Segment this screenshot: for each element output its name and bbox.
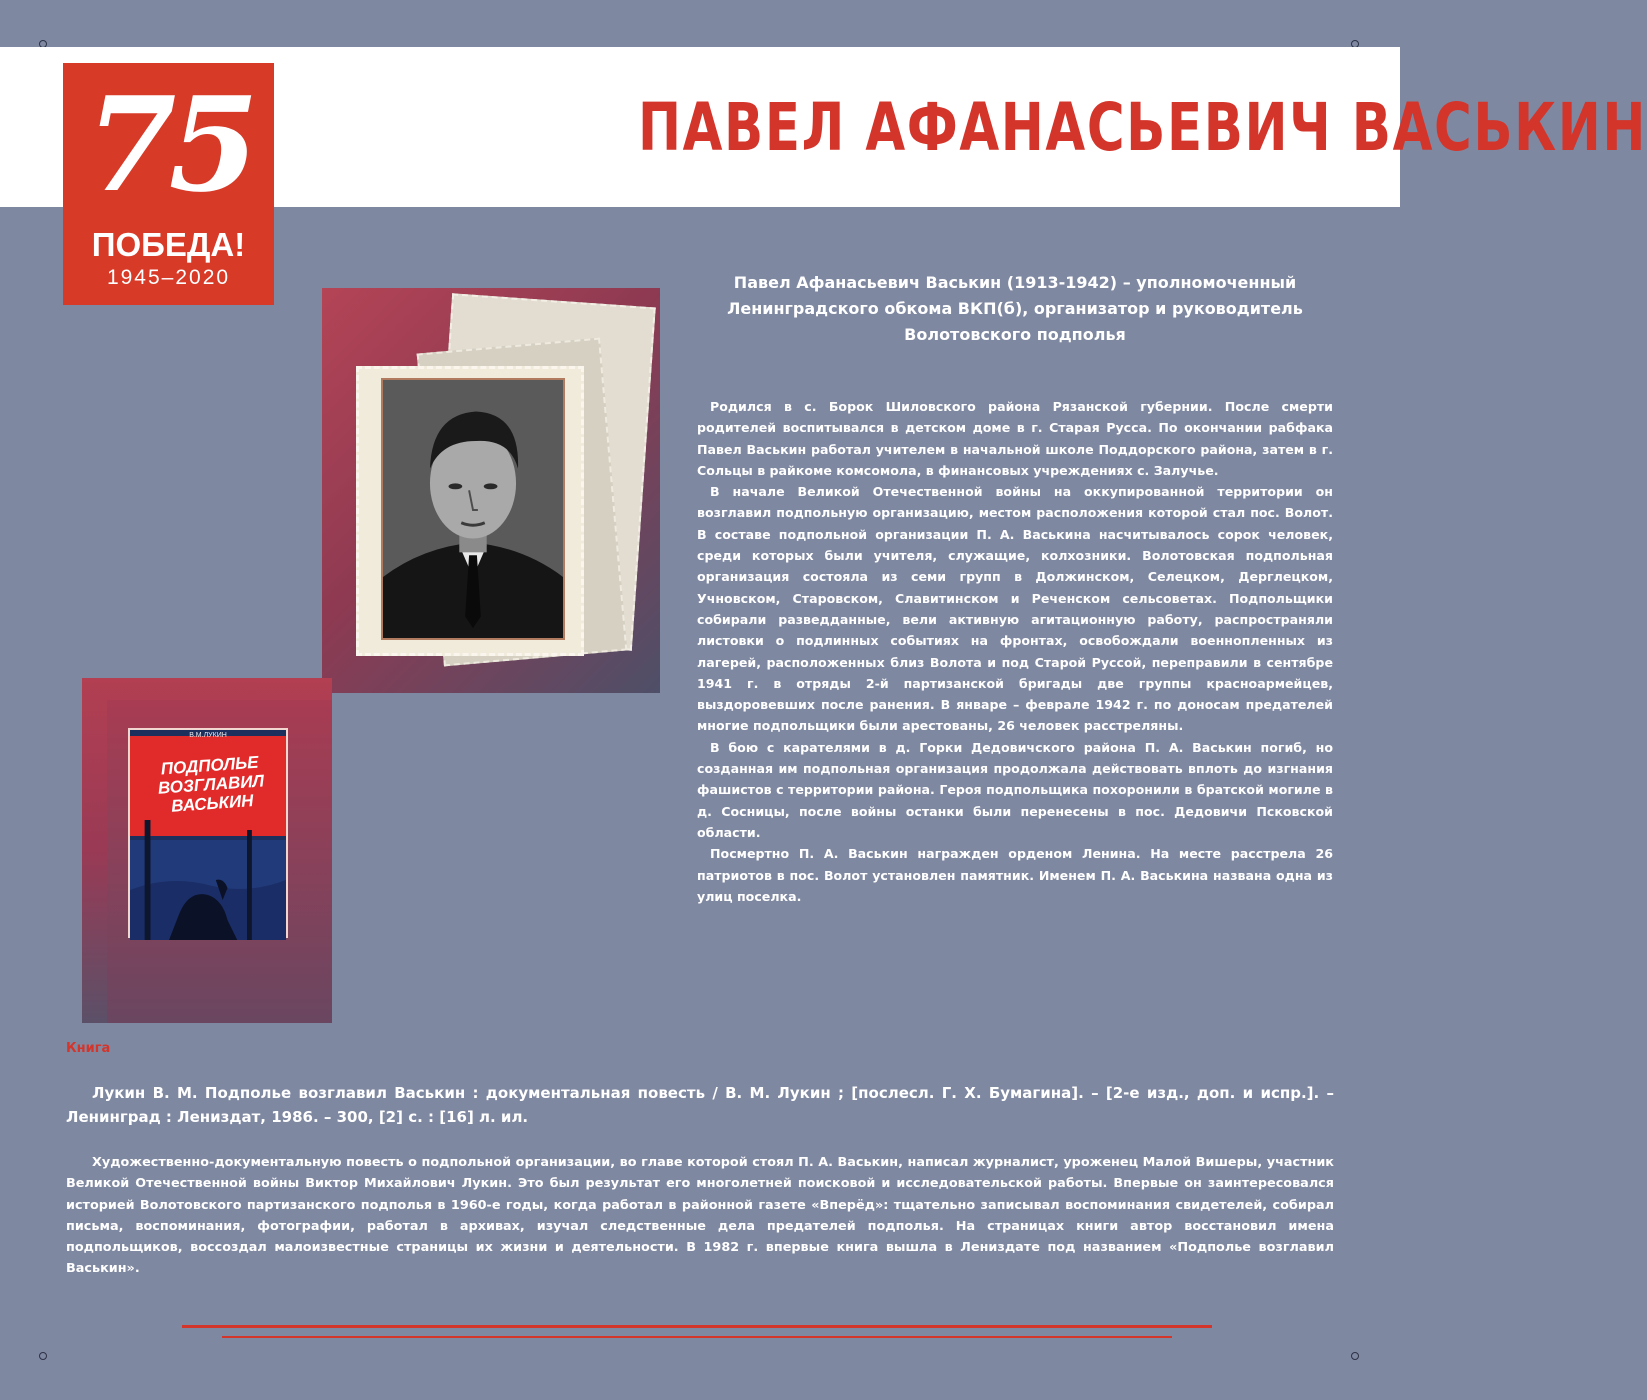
book-cover-illustration: [130, 820, 286, 940]
corner-hole: [39, 1352, 47, 1360]
logo-word: ПОБЕДА!: [91, 226, 246, 263]
book-label: Книга: [66, 1041, 111, 1056]
victory-75-logo: [63, 63, 274, 305]
biography-paragraph: В бою с карателями в д. Горки Дедовичского района П. А. Васькин погиб, но созданная им подпольная организация продолжала действовать вплоть до изгнания фашистов с территории района. Героя подпольщика похоронили в братской могиле в д. Сосницы, после войны останки были перенесены в пос. Дедовичи Псковской области.: [697, 739, 1333, 840]
book-cover-title: ПОДПОЛЬЕ ВОЗГЛАВИЛ ВАСЬКИН: [157, 752, 265, 816]
book-cover-author: В.М.ЛУКИН: [189, 732, 227, 739]
intro-subtitle: Павел Афанасьевич Васькин (1913-1942) – уполномоченный Ленинградского обкома ВКП(б), организатор и руководитель Волотовского подполья: [727, 273, 1303, 344]
biography-paragraph: В начале Великой Отечественной войны на оккупированной территории он возглавил подпольную организацию, местом расположения которой стал пос. Волот. В составе подпольной организации П. А. Васькина насчитывалось сорок человек, среди которых были учителя, служащие, колхозники. Волотовская подпольная организация состояла из семи групп в Должинском, Селецком, Дерглецком, Учновском, Старовском, Славитинском и Реченском сельсоветах. Подпольщики собирали разведданные, вели активную агитационную работу, распространяли листовки о подлинных событиях на фронтах, освобождали военнопленных из лагерей, расположенных близ Волота и под Старой Руссой, переправили в сентябре 1941 г. в отряды 2-й партизанской бригады две группы красноармейцев, выздоровевших после ранения. В январе – феврале 1942 г. по доносам предателей многие подпольщики были арестованы, 26 человек расстреляны.: [697, 484, 1333, 734]
portrait-illustration: [383, 380, 563, 638]
logo-number: 75: [86, 68, 251, 221]
book-citation: Лукин В. М. Подполье возглавил Васькин : документальная повесть / В. М. Лукин ; [послесл. Г. Х. Бумагина]. – [2-е изд., доп. и испр.]. – Ленинград : Лениздат, 1986. – 300, [2] с. : [16] л. ил.: [66, 1084, 1334, 1126]
portrait-photo: [381, 378, 565, 640]
decorative-line: [222, 1336, 1172, 1338]
book-description: Художественно-документальную повесть о подпольной организации, во главе которой стоял П. А. Васькин, написал журналист, уроженец Малой Вишеры, участник Великой Отечественной войны Виктор Михайлович Лукин. Это был результат его многолетней поисковой и исследовательской работы. Впервые он заинтересовался историей Волотовского партизанского подполья в 1960-е годы, когда работал в районной газете «Вперёд»: тщательно записывал воспоминания свидетелей, собирал письма, воспоминания, фотографии, работал в архивах, изучал следственные дела предателей подполья. На страницах книги автор восстановил имена подпольщиков, воссоздал малоизвестные страницы их жизни и деятельности. В 1982 г. впервые книга вышла в Лениздате под названием «Подполье возглавил Васькин».: [66, 1155, 1334, 1277]
corner-hole: [1351, 1352, 1359, 1360]
biography-paragraph: Посмертно П. А. Васькин награжден орденом Ленина. На месте расстрела 26 патриотов в пос. Волот установлен памятник. Именем П. А. Васькина названа одна из улиц поселка.: [697, 846, 1333, 904]
decorative-line: [182, 1325, 1212, 1328]
biography: [697, 396, 1333, 907]
biography-paragraph: Родился в с. Борок Шиловского района Рязанской губернии. После смерти родителей воспитывался в детском доме в г. Старая Русса. По окончании рабфака Павел Васькин работал учителем в начальной школе Поддорского района, затем в г. Сольцы в райкоме комсомола, в финансовых учреждениях с. Залучье.: [697, 399, 1333, 478]
page-title: ПАВЕЛ АФАНАСЬЕВИЧ ВАСЬКИН: [638, 89, 1647, 166]
book-cover: [128, 728, 288, 938]
logo-years: 1945–2020: [106, 266, 231, 289]
